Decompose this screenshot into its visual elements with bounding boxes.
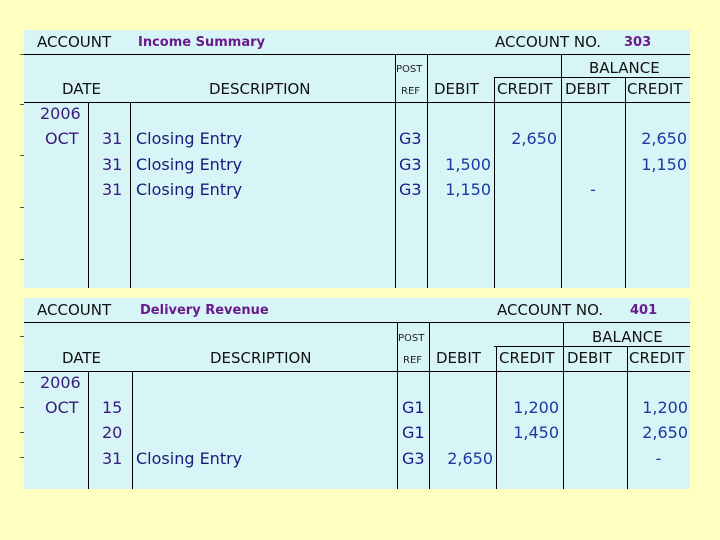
account-label: ACCOUNT bbox=[37, 33, 112, 51]
row-day: 31 bbox=[102, 180, 123, 199]
column-header-rule bbox=[24, 102, 690, 103]
row-description: Closing Entry bbox=[136, 129, 243, 148]
header-rule bbox=[24, 54, 690, 55]
row-balance-credit: 2,650 bbox=[642, 423, 688, 442]
credit-divider bbox=[494, 77, 495, 288]
row-day: 20 bbox=[102, 423, 123, 442]
column-header-rule bbox=[24, 371, 690, 372]
date-divider bbox=[88, 102, 89, 288]
credit-header: CREDIT bbox=[497, 80, 553, 98]
balance-debit-header: DEBIT bbox=[567, 349, 612, 367]
row-ref: G3 bbox=[399, 180, 422, 199]
post-header: POST bbox=[396, 64, 423, 75]
row-balance-credit: - bbox=[655, 449, 662, 468]
balance-header: BALANCE bbox=[589, 59, 660, 77]
row-balance-credit: 2,650 bbox=[641, 129, 687, 148]
ref-header: REF bbox=[401, 86, 421, 97]
post-ref-divider bbox=[395, 54, 396, 288]
balance-credit-divider bbox=[627, 346, 628, 489]
balance-rule bbox=[494, 77, 690, 78]
account-name: Delivery Revenue bbox=[140, 303, 269, 318]
row-balance-credit: 1,200 bbox=[642, 398, 688, 417]
row-debit: 2,650 bbox=[447, 449, 493, 468]
row-day: 31 bbox=[102, 129, 123, 148]
description-header: DESCRIPTION bbox=[209, 80, 311, 98]
row-day: 31 bbox=[102, 155, 123, 174]
account-label: ACCOUNT bbox=[37, 301, 112, 319]
row-description: Closing Entry bbox=[136, 155, 243, 174]
row-ref: G3 bbox=[399, 155, 422, 174]
post-ref-divider bbox=[397, 322, 398, 489]
debit-header: DEBIT bbox=[436, 349, 481, 367]
ledger-delivery-revenue bbox=[24, 298, 690, 489]
account-name: Income Summary bbox=[138, 35, 265, 50]
credit-header: CREDIT bbox=[499, 349, 555, 367]
row-balance-debit: - bbox=[590, 180, 596, 199]
description-header: DESCRIPTION bbox=[210, 349, 312, 367]
month: OCT bbox=[45, 398, 79, 417]
date-header: DATE bbox=[62, 349, 102, 367]
year: 2006 bbox=[40, 104, 81, 123]
credit-divider bbox=[496, 346, 497, 489]
balance-debit-header: DEBIT bbox=[565, 80, 610, 98]
day-divider bbox=[132, 371, 133, 489]
row-credit: 2,650 bbox=[511, 129, 557, 148]
header-rule bbox=[24, 322, 690, 323]
row-day: 31 bbox=[102, 449, 123, 468]
account-no: 401 bbox=[630, 303, 658, 318]
row-description: Closing Entry bbox=[136, 449, 243, 468]
row-balance-credit: 1,150 bbox=[641, 155, 687, 174]
row-ref: G1 bbox=[402, 423, 425, 442]
row-day: 15 bbox=[102, 398, 123, 417]
debit-divider bbox=[427, 54, 428, 288]
row-credit: 1,200 bbox=[513, 398, 559, 417]
day-divider bbox=[130, 102, 131, 288]
balance-credit-header: CREDIT bbox=[629, 349, 685, 367]
balance-credit-divider bbox=[625, 77, 626, 288]
balance-divider bbox=[563, 322, 564, 489]
account-no-label: ACCOUNT NO. bbox=[497, 301, 604, 319]
ref-header: REF bbox=[403, 355, 423, 366]
date-divider bbox=[88, 371, 89, 489]
row-description: Closing Entry bbox=[136, 180, 243, 199]
ledger-income-summary bbox=[24, 30, 690, 288]
date-header: DATE bbox=[62, 80, 102, 98]
month: OCT bbox=[45, 129, 79, 148]
row-debit: 1,150 bbox=[445, 180, 491, 199]
debit-header: DEBIT bbox=[434, 80, 479, 98]
row-ref: G3 bbox=[399, 129, 422, 148]
post-header: POST bbox=[398, 333, 425, 344]
balance-rule bbox=[494, 346, 690, 347]
year: 2006 bbox=[40, 373, 81, 392]
row-ref: G3 bbox=[402, 449, 425, 468]
balance-credit-header: CREDIT bbox=[627, 80, 683, 98]
row-debit: 1,500 bbox=[445, 155, 491, 174]
balance-header: BALANCE bbox=[592, 328, 663, 346]
account-no: 303 bbox=[624, 35, 652, 50]
balance-divider bbox=[561, 54, 562, 288]
row-credit: 1,450 bbox=[513, 423, 559, 442]
row-ref: G1 bbox=[402, 398, 425, 417]
debit-divider bbox=[429, 322, 430, 489]
account-no-label: ACCOUNT NO. bbox=[495, 33, 602, 51]
